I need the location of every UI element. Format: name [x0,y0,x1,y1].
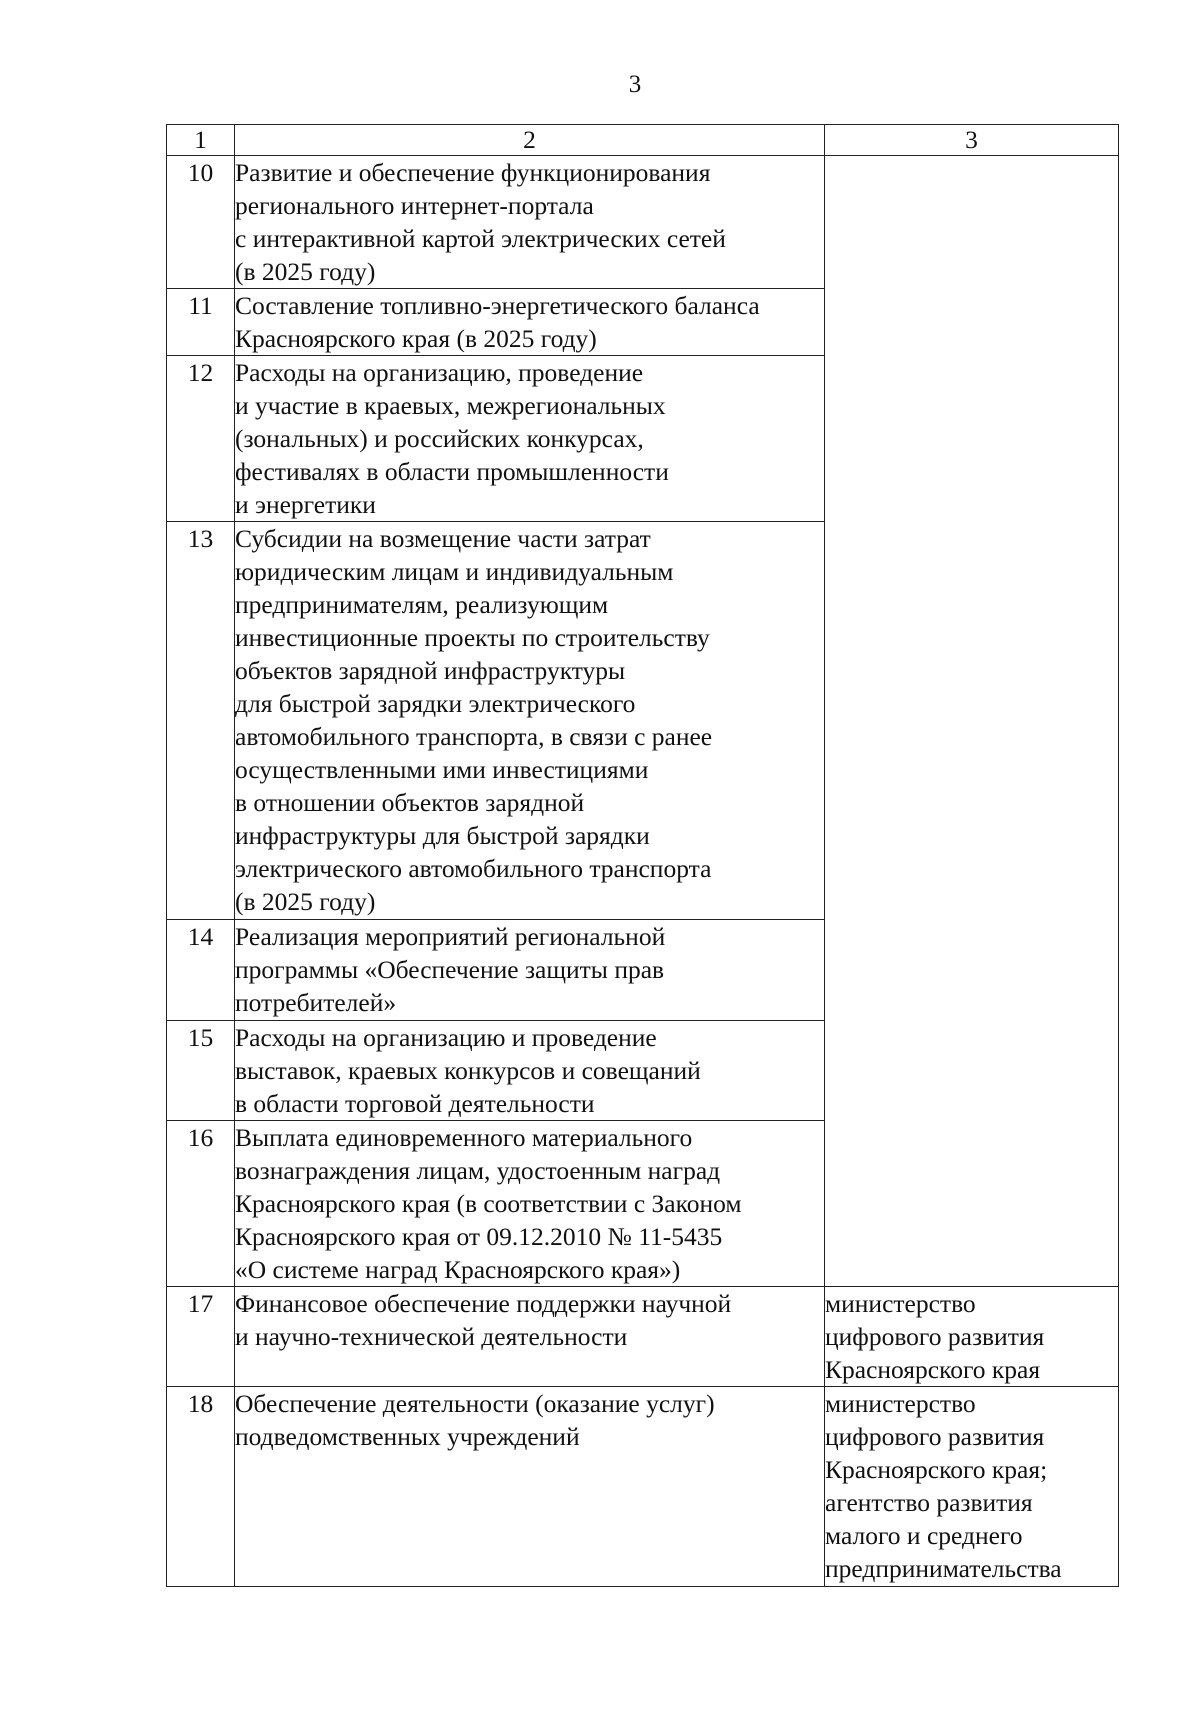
row-number: 10 [167,156,235,289]
row-description: Выплата единовременного материального вознаграждения лицам, удостоенным наград Красноярского края (в соответствии с Законом Красноярского края от 09.12.2010 № 11-5435 «О системе наград Красноярского края») [235,1121,825,1287]
row-description: Расходы на организацию, проведение и участие в краевых, межрегиональных (зональных) и российских конкурсах, фестивалях в области промышленности и энергетики [235,356,825,522]
row-number: 11 [167,289,235,356]
row-number: 17 [167,1287,235,1387]
row-description: Реализация мероприятий региональной программы «Обеспечение защиты прав потребителей» [235,920,825,1021]
table-row [167,156,1119,289]
responsible-cell-merged [825,156,1119,1287]
row-number: 13 [167,522,235,920]
row-responsible: министерство цифрового развития Красноярского края [825,1287,1119,1387]
table-row [167,1287,1119,1387]
table-header-row [167,125,1119,156]
measures-table [166,124,1119,1587]
row-number: 16 [167,1121,235,1287]
column-header-1: 1 [167,125,235,156]
row-number: 15 [167,1021,235,1121]
row-number: 14 [167,920,235,1021]
row-responsible: министерство цифрового развития Красноярского края; агентство развития малого и среднего предпринимательства [825,1387,1119,1587]
row-number: 18 [167,1387,235,1587]
row-description: Развитие и обеспечение функционирования регионального интернет-портала с интерактивной картой электрических сетей (в 2025 году) [235,156,825,289]
row-description: Расходы на организацию и проведение выставок, краевых конкурсов и совещаний в области торговой деятельности [235,1021,825,1121]
row-description: Финансовое обеспечение поддержки научной и научно-технической деятельности [235,1287,825,1387]
row-description: Составление топливно-энергетического баланса Красноярского края (в 2025 году) [235,289,825,356]
table-row [167,1387,1119,1587]
row-description: Обеспечение деятельности (оказание услуг) подведомственных учреждений [235,1387,825,1587]
column-header-2: 2 [235,125,825,156]
row-number: 12 [167,356,235,522]
row-description: Субсидии на возмещение части затрат юридическим лицам и индивидуальным предпринимателям, реализующим инвестиционные проекты по строительству объектов зарядной инфраструктуры для быстрой зарядки электрического автомобильного транспорта, в связи с ранее осуществленными ими инвестициями в отношении объектов зарядной инфраструктуры для быстрой зарядки электрического автомобильного транспорта (в 2025 году) [235,522,825,920]
column-header-3: 3 [825,125,1119,156]
page-number: 3 [628,71,642,98]
